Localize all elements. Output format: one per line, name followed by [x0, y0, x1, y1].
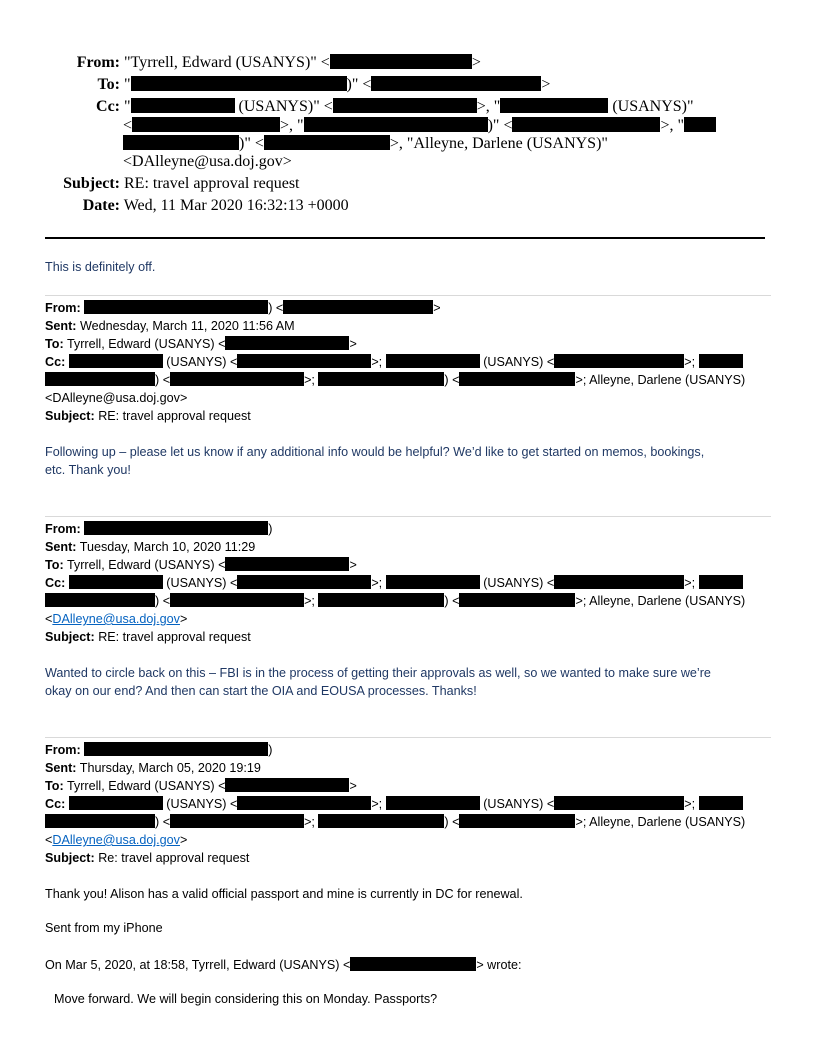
- email-body-2: okay on our end? And then can start the OIA and EOUSA processes. Thanks!: [45, 684, 477, 698]
- email-cc-label: Cc:: [45, 797, 66, 811]
- email-subject-label: Subject:: [45, 630, 95, 644]
- redaction: [554, 796, 684, 810]
- email-sent-row: [45, 317, 295, 335]
- redaction: [131, 76, 347, 91]
- email-to-row: To: Tyrrell, Edward (USANYS) < >: [45, 779, 357, 793]
- redaction: [69, 575, 163, 589]
- redaction: [699, 575, 743, 589]
- email-cc-usanys: (USANYS) <: [483, 355, 555, 369]
- redaction: [123, 135, 239, 150]
- email-to-row: To: Tyrrell, Edward (USANYS) < >: [45, 337, 357, 351]
- header-cc-email: <DAlleyne@usa.doj.gov>: [123, 153, 292, 170]
- email-from-row: From: ): [45, 522, 273, 536]
- email-cc-usanys: (USANYS) <: [166, 576, 238, 590]
- email-subject-row: [45, 407, 251, 425]
- email-from-label: From:: [45, 743, 81, 757]
- header-cc-alleyne: "Alleyne, Darlene (USANYS)": [406, 135, 608, 152]
- redaction: [318, 372, 444, 386]
- email-subject-value: RE: travel approval request: [98, 409, 251, 423]
- redaction: [225, 557, 349, 571]
- redaction: [237, 796, 371, 810]
- redaction: [684, 117, 716, 132]
- header-cc-row: Cc: " (USANYS)" < >, " (USANYS)": [40, 97, 694, 116]
- redaction: [386, 354, 480, 368]
- redaction: [264, 135, 390, 150]
- email-cc-row-2: ) < >; ) < >; Alleyne, Darlene (USANYS): [45, 813, 745, 831]
- redaction: [237, 354, 371, 368]
- header-from-label: From:: [76, 54, 120, 71]
- header-cc-row-2: < >, " )" < >, ": [123, 116, 716, 135]
- email-cc-email-link[interactable]: DAlleyne@usa.doj.gov: [52, 612, 180, 626]
- redaction: [459, 593, 575, 607]
- header-divider: [45, 237, 765, 239]
- email-from-label: From:: [45, 301, 81, 315]
- redaction: [170, 372, 304, 386]
- redaction: [283, 300, 433, 314]
- redaction: [554, 575, 684, 589]
- email-cc-row: Cc: (USANYS) < >; (USANYS) < >;: [45, 795, 743, 813]
- email-cc-email: <DAlleyne@usa.doj.gov>: [45, 391, 188, 405]
- header-subject-label: Subject:: [63, 175, 120, 192]
- email-sent-label: Sent:: [45, 761, 77, 775]
- email-cc-email-row: <DAlleyne@usa.doj.gov>: [45, 833, 188, 847]
- email-from-row: From: ) < >: [45, 301, 441, 315]
- redaction: [304, 117, 488, 132]
- redaction: [225, 778, 349, 792]
- header-cc-usanys: (USANYS)" <: [238, 98, 333, 115]
- header-cc-label: Cc:: [96, 98, 120, 115]
- email-cc-alleyne: Alleyne, Darlene (USANYS): [589, 373, 746, 387]
- redaction: [84, 300, 268, 314]
- email-to-value: Tyrrell, Edward (USANYS) <: [66, 558, 226, 572]
- email-to-value: Tyrrell, Edward (USANYS) <: [66, 779, 226, 793]
- redaction: [699, 796, 743, 810]
- email-subject-value: RE: travel approval request: [98, 630, 251, 644]
- redaction: [318, 593, 444, 607]
- email-cc-usanys: (USANYS) <: [483, 576, 555, 590]
- header-from-value: "Tyrrell, Edward (USANYS)" <: [124, 54, 330, 71]
- redaction: [554, 354, 684, 368]
- email-to-label: To:: [45, 558, 64, 572]
- email-subject-row: [45, 628, 251, 646]
- redaction: [500, 98, 608, 113]
- email-cc-label: Cc:: [45, 576, 66, 590]
- email-sent-row: [45, 759, 261, 777]
- redaction: [386, 575, 480, 589]
- email-body: Following up – please let us know if any additional info would be helpful? We’d like to get started on memos, bookings,: [45, 445, 705, 459]
- email-cc-usanys: (USANYS) <: [166, 797, 238, 811]
- redaction: [45, 593, 155, 607]
- divider: [45, 516, 771, 517]
- email-to-label: To:: [45, 337, 64, 351]
- redaction: [170, 593, 304, 607]
- redaction: [318, 814, 444, 828]
- email-subject-label: Subject:: [45, 851, 95, 865]
- email-sent-value: Tuesday, March 10, 2020 11:29: [79, 540, 256, 554]
- redaction: [45, 814, 155, 828]
- email-sent-value: Wednesday, March 11, 2020 11:56 AM: [79, 319, 295, 333]
- email-cc-email-link[interactable]: DAlleyne@usa.doj.gov: [52, 833, 180, 847]
- header-date-row: [40, 196, 349, 215]
- email-subject-value: Re: travel approval request: [98, 851, 250, 865]
- redaction: [237, 575, 371, 589]
- email-cc-alleyne: Alleyne, Darlene (USANYS): [589, 815, 746, 829]
- email-subject-label: Subject:: [45, 409, 95, 423]
- email-subject-row: [45, 849, 249, 867]
- email-sent-label: Sent:: [45, 319, 77, 333]
- redaction: [225, 336, 349, 350]
- redaction: [333, 98, 477, 113]
- redaction: [699, 354, 743, 368]
- redaction: [69, 796, 163, 810]
- email-cc-row-2: ) < >; ) < >; Alleyne, Darlene (USANYS): [45, 371, 745, 389]
- divider: [45, 737, 771, 738]
- redaction: [459, 372, 575, 386]
- email-cc-usanys: (USANYS) <: [166, 355, 238, 369]
- email-body: Thank you! Alison has a valid official passport and mine is currently in DC for renewal.: [45, 887, 523, 901]
- redaction: [386, 796, 480, 810]
- redaction: [69, 354, 163, 368]
- redaction: [84, 521, 268, 535]
- redaction: [371, 76, 541, 91]
- header-date-value: Wed, 11 Mar 2020 16:32:13 +0000: [123, 197, 349, 214]
- email-from-row: From: ): [45, 743, 273, 757]
- header-subject-value: RE: travel approval request: [124, 175, 300, 192]
- email-cc-email-row: <DAlleyne@usa.doj.gov>: [45, 612, 188, 626]
- email-cc-usanys: (USANYS) <: [483, 797, 555, 811]
- email-to-row: To: Tyrrell, Edward (USANYS) < >: [45, 558, 357, 572]
- redaction: [45, 372, 155, 386]
- redaction: [132, 117, 280, 132]
- redaction: [84, 742, 268, 756]
- email-cc-alleyne: Alleyne, Darlene (USANYS): [589, 594, 746, 608]
- email-to-label: To:: [45, 779, 64, 793]
- quote-intro-end: > wrote:: [476, 958, 522, 972]
- email-cc-row: Cc: (USANYS) < >; (USANYS) < >;: [45, 353, 743, 371]
- email-cc-row: Cc: (USANYS) < >; (USANYS) < >;: [45, 574, 743, 592]
- email-sent-row: [45, 538, 255, 556]
- redaction: [330, 54, 472, 69]
- email-body: Wanted to circle back on this – FBI is in the process of getting their approvals as well, so we wanted to make sure we’re: [45, 666, 711, 680]
- reply-message: This is definitely off.: [45, 260, 156, 274]
- header-to-row: To: " )" < >: [40, 75, 550, 94]
- redaction: [131, 98, 235, 113]
- email-cc-label: Cc:: [45, 355, 66, 369]
- redaction: [170, 814, 304, 828]
- email-from-label: From:: [45, 522, 81, 536]
- header-cc-usanys-2: (USANYS)": [612, 98, 694, 115]
- quoted-message: Move forward. We will begin considering this on Monday. Passports?: [54, 992, 438, 1006]
- email-body-2: etc. Thank you!: [45, 463, 131, 477]
- quote-intro-text: On Mar 5, 2020, at 18:58, Tyrrell, Edward (USANYS) <: [45, 958, 351, 972]
- redaction: [459, 814, 575, 828]
- email-signature: Sent from my iPhone: [45, 921, 163, 935]
- header-date-label: Date:: [82, 197, 120, 214]
- email-cc-row-2: ) < >; ) < >; Alleyne, Darlene (USANYS): [45, 592, 745, 610]
- redaction: [350, 957, 476, 971]
- divider: [45, 295, 771, 296]
- quote-intro: [45, 956, 521, 974]
- email-sent-label: Sent:: [45, 540, 77, 554]
- redaction: [512, 117, 660, 132]
- email-to-value: Tyrrell, Edward (USANYS) <: [66, 337, 226, 351]
- header-subject-row: [40, 174, 300, 193]
- header-from-row: From: "Tyrrell, Edward (USANYS)" < >: [40, 53, 481, 72]
- email-sent-value: Thursday, March 05, 2020 19:19: [79, 761, 261, 775]
- header-to-label: To:: [97, 76, 120, 93]
- header-cc-row-3: )" < >, "Alleyne, Darlene (USANYS)": [123, 134, 608, 153]
